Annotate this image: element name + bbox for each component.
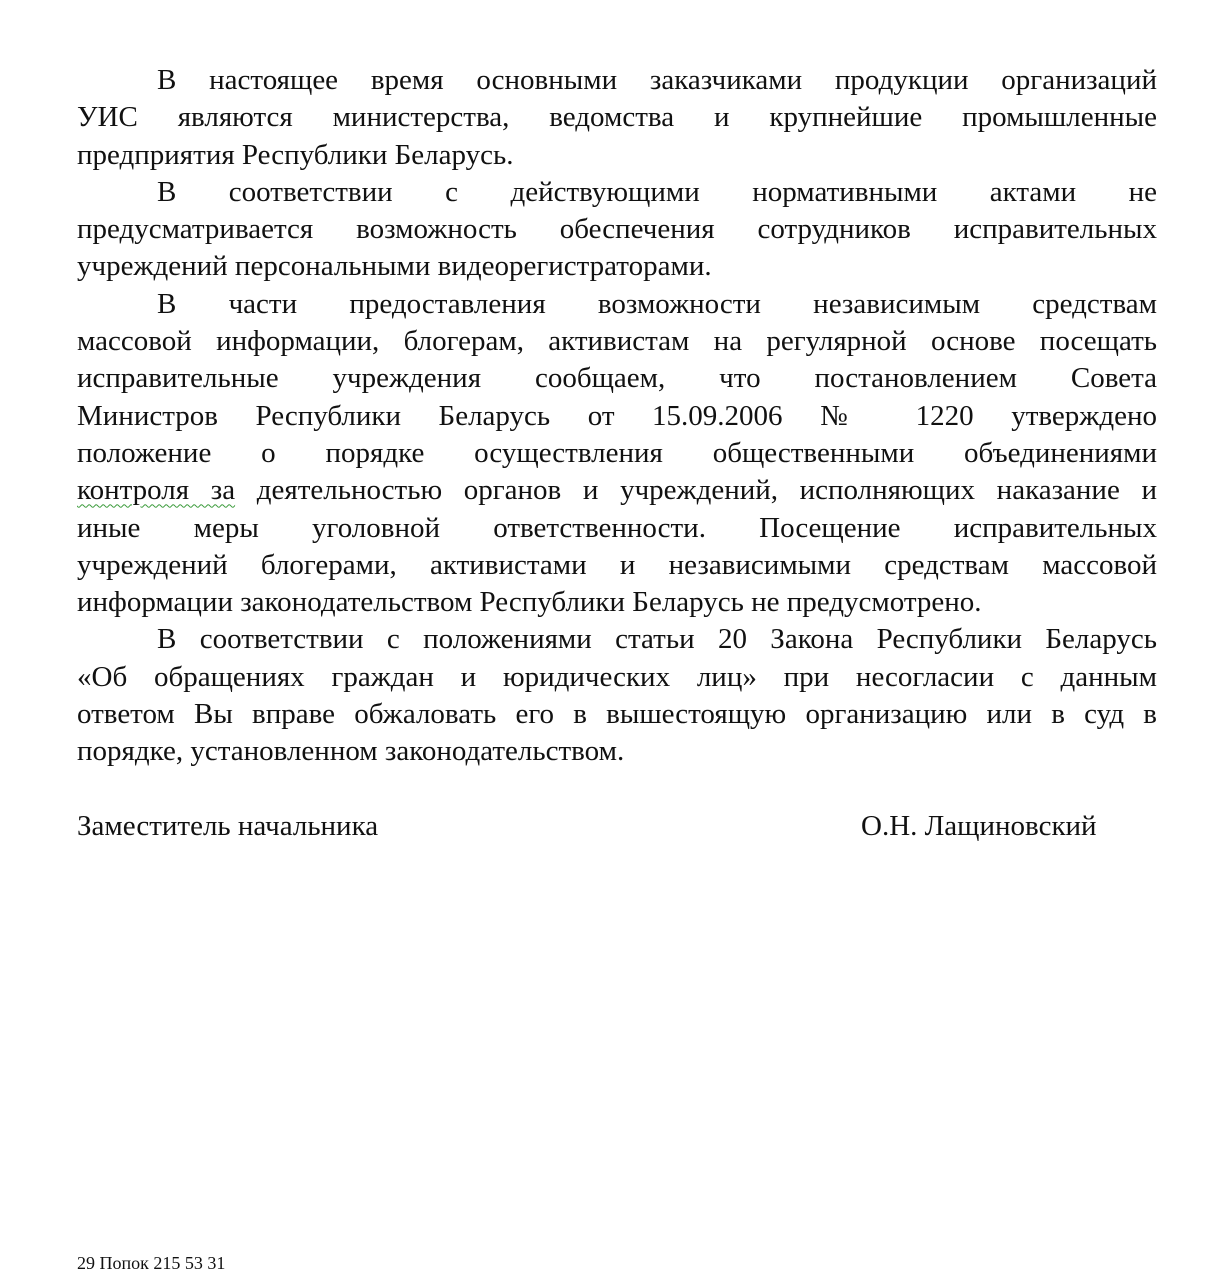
- letter-body: [77, 62, 1157, 771]
- text-line: учреждений блогерами, активистами и независимыми средствам массовой: [77, 548, 1157, 581]
- footer-executor: 29 Попок 215 53 31: [77, 1253, 226, 1273]
- text-line: В соответствии с действующими нормативными актами не: [157, 175, 1157, 208]
- text-line: ответом Вы вправе обжаловать его в вышестоящую организацию или в суд в: [77, 698, 1157, 731]
- text-line: В соответствии с положениями статьи 20 Закона Республики Беларусь: [157, 623, 1157, 656]
- paragraph: [77, 62, 1157, 174]
- paragraph: [77, 174, 1157, 286]
- text-line: порядке, установленном законодательством.: [77, 735, 625, 768]
- signature-name: О.Н. Лащиновский: [861, 810, 1097, 842]
- text-line: В части предоставления возможности независимым средствам: [157, 287, 1157, 320]
- text-line: контроля за деятельностью органов и учреждений, исполняющих наказание и: [77, 474, 1157, 507]
- text-line: УИС являются министерства, ведомства и крупнейшие промышленные: [77, 101, 1157, 134]
- text-line: В настоящее время основными заказчиками продукции организаций: [157, 64, 1157, 96]
- text-line: Министров Республики Беларусь от 15.09.2006 № 1220 утверждено: [77, 399, 1157, 432]
- paragraph: [77, 621, 1157, 770]
- signature-position: Заместитель начальника: [77, 810, 379, 842]
- text-line: предприятия Республики Беларусь.: [77, 138, 514, 171]
- text-line: «Об обращениях граждан и юридических лиц» при несогласии с данным: [77, 660, 1157, 693]
- text-line: иные меры уголовной ответственности. Посещение исправительных: [77, 511, 1157, 544]
- paragraph: [77, 286, 1157, 622]
- text-line: положение о порядке осуществления общественными объединениями: [77, 436, 1157, 469]
- text-line: информации законодательством Республики Беларусь не предусмотрено.: [77, 586, 982, 619]
- text-line: учреждений персональными видеорегистраторами.: [77, 250, 712, 283]
- text-line: предусматривается возможность обеспечения сотрудников исправительных: [77, 213, 1157, 246]
- text-line: массовой информации, блогерам, активистам на регулярной основе посещать: [77, 325, 1157, 358]
- grammar-check-underline: контроля за: [77, 474, 236, 507]
- text-line: исправительные учреждения сообщаем, что постановлением Совета: [77, 362, 1157, 395]
